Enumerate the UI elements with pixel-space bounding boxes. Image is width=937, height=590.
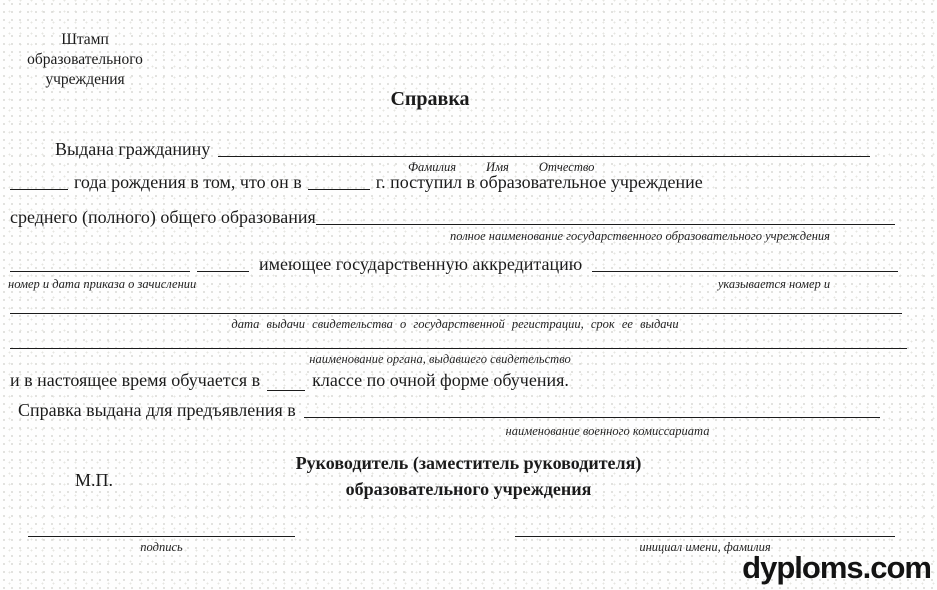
commissariat-caption: наименование военного комиссариата	[505, 424, 710, 438]
birth-text-b: г. поступил в образовательное учреждение	[375, 172, 703, 192]
authority-caption: наименование органа, выдавшего свидетельство	[309, 352, 571, 366]
page-title: Справка	[390, 88, 470, 110]
order-number-blank	[10, 271, 190, 272]
name-blank	[515, 522, 895, 537]
accreditation-line	[10, 254, 898, 275]
grade-blank	[267, 390, 305, 391]
seal-placeholder: М.П.	[75, 470, 114, 490]
order-number-blank-2	[197, 271, 249, 272]
accreditation-blank	[592, 271, 898, 272]
stamp-line: Штамп	[61, 31, 109, 48]
authority-blank	[10, 335, 907, 349]
presentation-label: Справка выдана для предъявления в	[18, 400, 296, 420]
institution-name-blank	[316, 224, 895, 225]
site-watermark: dyploms.com	[742, 550, 931, 585]
caption-surname: Фамилия	[408, 160, 457, 174]
head-title-line1: Руководитель (заместитель руководителя)	[295, 453, 642, 473]
institution-caption: полное наименование государственного образовательного учреждения	[450, 229, 830, 243]
stamp-line: образовательного	[27, 51, 143, 68]
accreditation-caption: указывается номер и	[717, 277, 831, 291]
education-line	[10, 207, 895, 228]
study-text-b: классе по очной форме обучения.	[312, 370, 569, 390]
commissariat-blank	[304, 417, 880, 418]
birth-text-a: года рождения в том, что он в	[74, 172, 302, 192]
birth-year-blank	[10, 189, 68, 190]
stamp-line: учреждения	[45, 71, 125, 88]
issued-line	[55, 139, 870, 160]
signature-blank	[28, 522, 295, 537]
caption-patronymic: Отчество	[538, 160, 595, 174]
birth-line	[10, 172, 900, 193]
enroll-year-blank	[308, 189, 370, 190]
signature-caption: подпись	[140, 540, 183, 554]
registration-caption: дата выдачи свидетельства о государственной регистрации, срок ее выдачи	[231, 317, 679, 331]
issued-label: Выдана гражданину	[55, 139, 211, 159]
head-title-line2: образовательного учреждения	[345, 479, 592, 499]
presentation-line	[18, 400, 880, 421]
name-caption: инициал имени, фамилия	[639, 540, 771, 554]
order-caption: номер и дата приказа о зачислении	[8, 277, 197, 291]
fullname-blank	[218, 156, 870, 157]
study-text-a: и в настоящее время обучается в	[10, 370, 261, 390]
registration-blank	[10, 300, 902, 314]
education-label: среднего (полного) общего образования	[10, 207, 316, 227]
caption-name: Имя	[486, 160, 509, 174]
stamp-placeholder	[0, 30, 170, 90]
accreditation-label: имеющее государственную аккредитацию	[259, 254, 583, 274]
study-line	[10, 370, 569, 391]
